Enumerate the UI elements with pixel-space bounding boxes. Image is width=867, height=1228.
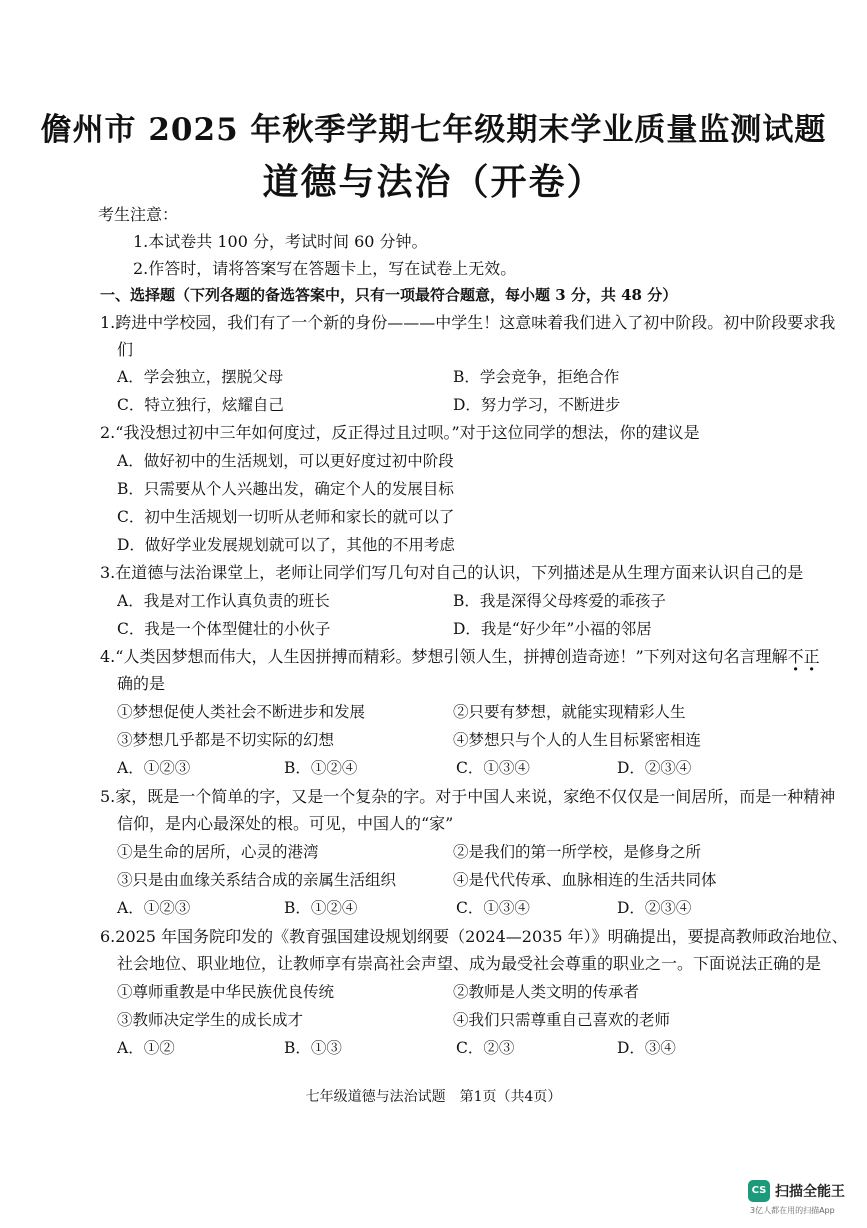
option-b: B．①②④ [284,899,358,917]
statement: ④是代代传承、血脉相连的生活共同体 [453,871,717,889]
emphasis-char: 正 [803,647,820,666]
statement: ②是我们的第一所学校，是修身之所 [453,843,702,861]
option-d: D．②③④ [617,759,692,777]
question-stem: 6.2025 年国务院印发的《教育强国建设规划纲要（2024—2035 年）》明确提出，要提高教师政治地位、 [100,927,848,946]
statement: ②教师是人类文明的传承者 [453,983,640,1001]
option-c: C．特立独行，炫耀自己 [117,396,284,414]
camscanner-logo-icon: CS [748,1180,770,1202]
scanner-watermark [748,1178,860,1218]
question-stem: 确的是 [117,674,166,693]
option-b: B．学会竞争，拒绝合作 [453,368,620,386]
question-stem: 5.家，既是一个简单的字，又是一个复杂的字。对于中国人来说，家绝不仅仅是一间居所，而是一种精神 [100,787,836,806]
option-c: C．①③④ [456,899,530,917]
exam-title: 儋州市 2025 年秋季学期七年级期末学业质量监测试题 [40,112,827,148]
question-stem: 信仰，是内心最深处的根。可见，中国人的“家” [117,814,454,833]
option-d: D．做好学业发展规划就可以了，其他的不用考虑 [117,536,455,554]
statement: ③只是由血缘关系结合成的亲属生活组织 [117,871,397,889]
page-footer: 七年级道德与法治试题 第1页（共4页） [305,1089,562,1105]
stem-text: 4.“人类因梦想而伟大，人生因拼搏而精彩。梦想引领人生，拼搏创造奇迹！”下列对这句名言理解 [100,647,788,666]
emphasis-char: 不 [787,647,804,666]
question-stem [100,646,820,668]
question-stem: 社会地位、职业地位，让教师享有崇高社会声望、成为最受社会尊重的职业之一。下面说法正确的是 [117,954,822,973]
question-stem: 1.跨进中学校园，我们有了一个新的身份———中学生！这意味着我们进入了初中阶段。初中阶段要求我 [100,313,836,332]
option-d: D．②③④ [617,899,692,917]
option-c: C．初中生活规划一切听从老师和家长的就可以了 [117,508,455,526]
option-a: A．学会独立，摆脱父母 [117,368,284,386]
notice-heading: 考生注意： [98,205,179,224]
exam-subject: 道德与法治（开卷） [262,161,605,203]
question-stem: 们 [117,340,134,359]
option-c: C．①③④ [456,759,530,777]
statement: ③教师决定学生的成长成才 [117,1011,304,1029]
option-b: B．①③ [284,1039,342,1057]
statement: ②只要有梦想，就能实现精彩人生 [453,703,686,721]
section-heading: 一、选择题（下列各题的备选答案中，只有一项最符合题意，每小题 3 分，共 48 分） [100,286,678,304]
watermark-brand: 扫描全能王 [775,1184,845,1200]
option-b: B．只需要从个人兴趣出发，确定个人的发展目标 [117,480,454,498]
statement: ①是生命的居所，心灵的港湾 [117,843,319,861]
option-a: A．做好初中的生活规划，可以更好度过初中阶段 [117,452,454,470]
option-b: B．①②④ [284,759,358,777]
option-b: B．我是深得父母疼爱的乖孩子 [453,592,666,610]
option-a: A．①②③ [117,899,191,917]
question-stem: 2.“我没想过初中三年如何度过，反正得过且过呗。”对于这位同学的想法，你的建议是 [100,423,700,442]
statement: ③梦想几乎都是不切实际的幻想 [117,731,335,749]
option-d: D．③④ [617,1039,676,1057]
option-c: C．我是一个体型健壮的小伙子 [117,620,331,638]
option-c: C．②③ [456,1039,515,1057]
option-d: D．我是“好少年”小福的邻居 [453,620,652,638]
statement: ④梦想只与个人的人生目标紧密相连 [453,731,702,749]
statement: ④我们只需尊重自己喜欢的老师 [453,1011,671,1029]
option-a: A．我是对工作认真负责的班长 [117,592,330,610]
option-d: D．努力学习，不断进步 [453,396,621,414]
statement: ①梦想促使人类社会不断进步和发展 [117,703,366,721]
notice-item: 1.本试卷共 100 分，考试时间 60 分钟。 [133,232,428,251]
watermark-tagline: 3亿人都在用的扫描App [750,1206,835,1215]
notice-item: 2.作答时，请将答案写在答题卡上，写在试卷上无效。 [133,259,517,278]
statement: ①尊师重教是中华民族优良传统 [117,983,335,1001]
option-a: A．①②③ [117,759,191,777]
question-stem: 3.在道德与法治课堂上，老师让同学们写几句对自己的认识，下列描述是从生理方面来认识自己的是 [100,563,804,582]
option-a: A．①② [117,1039,175,1057]
